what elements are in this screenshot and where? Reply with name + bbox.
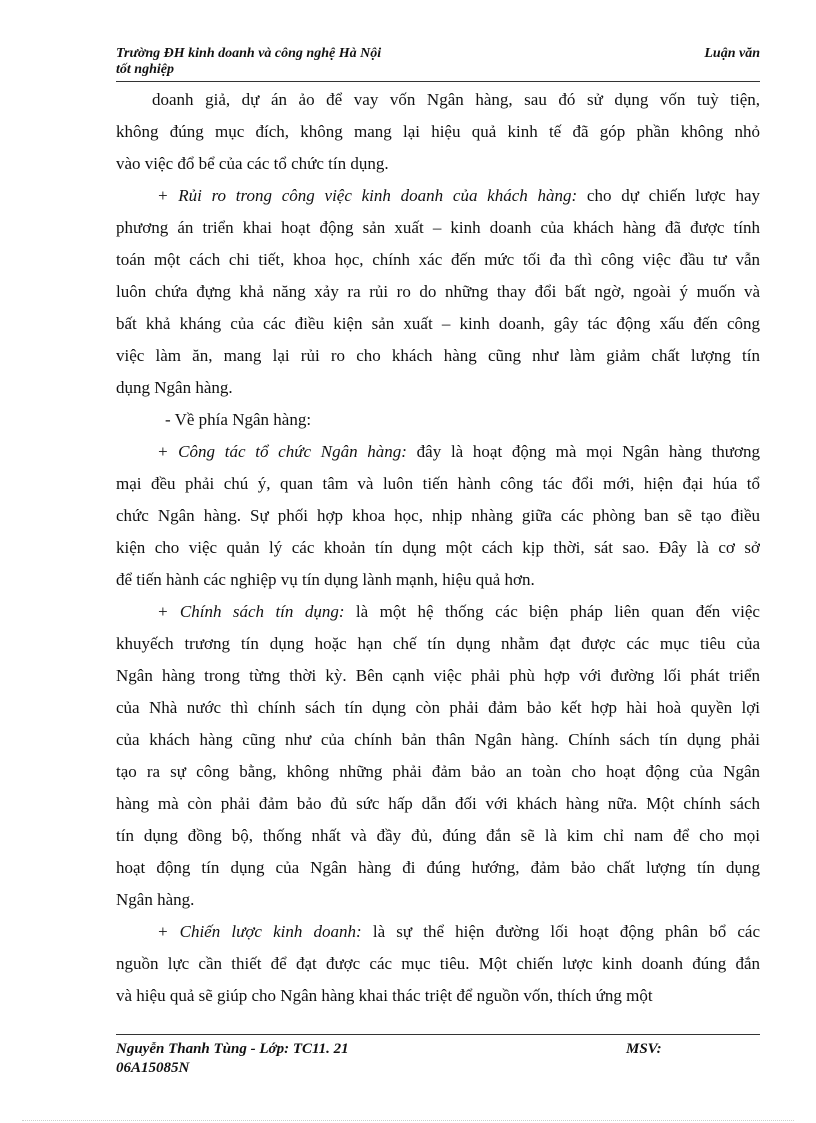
body-line: và hiệu quả sẽ giúp cho Ngân hàng khai thác triệt để nguồn vốn, thích ứng một bbox=[116, 986, 653, 1005]
subheading-business-strategy: + Chiến lược kinh doanh: bbox=[157, 922, 362, 941]
footer-divider bbox=[116, 1034, 760, 1035]
body-line: toán một cách chi tiết, khoa học, chính xác đến mức tối đa thì công việc đầu tư vẫn bbox=[116, 250, 760, 269]
page-footer bbox=[116, 1040, 760, 1078]
footer-author-class: Nguyễn Thanh Tùng - Lớp: TC11. 21 bbox=[116, 1041, 349, 1057]
body-line: doanh giả, dự án ảo để vay vốn Ngân hàng, sau đó sử dụng vốn tuỳ tiện, bbox=[152, 90, 760, 109]
body-line: việc làm ăn, mang lại rủi ro cho khách hàng cũng như làm giảm chất lượng tín bbox=[116, 346, 760, 365]
header-school-name: Trường ĐH kinh doanh và công nghệ Hà Nội bbox=[116, 46, 382, 61]
body-line: hàng mà còn phải đảm bảo đủ sức hấp dẫn đối với khách hàng nữa. Một chính sách bbox=[116, 794, 760, 813]
header-doc-type: Luận văn bbox=[704, 46, 760, 61]
body-line: tín dụng đồng bộ, thống nhất và đầy đủ, đúng đắn sẽ là kim chỉ nam để cho mọi bbox=[116, 826, 760, 845]
body-line: dụng Ngân hàng. bbox=[116, 378, 233, 397]
body-line: luôn chứa đựng khả năng xảy ra rủi ro do những thay đổi bất ngờ, ngoài ý muốn và bbox=[116, 282, 760, 301]
body-line: + Công tác tổ chức Ngân hàng: đây là hoạt động mà mọi Ngân hàng thương bbox=[157, 442, 760, 461]
body-line: của Nhà nước thì chính sách tín dụng còn phải đảm bảo kết hợp hài hoà quyền lợi bbox=[116, 698, 760, 717]
body-line: bất khả kháng của các điều kiện sản xuất – kinh doanh, gây tác động xấu đến công bbox=[116, 314, 760, 333]
body-line: mại đều phải chú ý, quan tâm và luôn tiến hành công tác đổi mới, hiện đại húa tổ bbox=[116, 474, 760, 493]
body-line: chức Ngân hàng. Sự phối hợp khoa học, nhịp nhàng giữa các phòng ban sẽ tạo điều bbox=[116, 506, 760, 525]
section-bank-side: - Về phía Ngân hàng: bbox=[165, 410, 312, 429]
body-line: vào việc đổ bể của các tổ chức tín dụng. bbox=[116, 154, 389, 173]
body-line: + Chiến lược kinh doanh: là sự thể hiện đường lối hoạt động phân bổ các bbox=[157, 922, 760, 941]
footer-student-id-label: MSV: bbox=[626, 1041, 662, 1057]
body-line: hoạt động tín dụng của Ngân hàng đi đúng hướng, đảm bảo chất lượng tín dụng bbox=[116, 858, 760, 877]
subheading-credit-policy: + Chính sách tín dụng: bbox=[157, 602, 345, 621]
header-doc-type-cont: tốt nghiệp bbox=[116, 62, 174, 77]
body-line: tạo ra sự công bằng, không những phải đảm bảo an toàn cho hoạt động của Ngân bbox=[116, 762, 760, 781]
body-line: + Chính sách tín dụng: là một hệ thống các biện pháp liên quan đến việc bbox=[157, 602, 760, 621]
body-line: để tiến hành các nghiệp vụ tín dụng lành mạnh, hiệu quả hơn. bbox=[116, 570, 535, 589]
page-boundary bbox=[22, 1120, 794, 1121]
header-divider bbox=[116, 81, 760, 82]
body-line: kiện cho việc quản lý các khoản tín dụng một cách kịp thời, sát sao. Đây là cơ sở bbox=[116, 538, 760, 557]
page-header bbox=[116, 46, 760, 78]
body-line: Ngân hàng trong từng thời kỳ. Bên cạnh việc phải phù hợp với đường lối phát triển bbox=[116, 666, 760, 685]
body-line: của khách hàng cũng như của chính bản thân Ngân hàng. Chính sách tín dụng phải bbox=[116, 730, 760, 749]
body-line: không đúng mục đích, không mang lại hiệu quả kinh tế đã góp phần không nhỏ bbox=[116, 122, 760, 141]
body-line: nguồn lực cần thiết để đạt được các mục tiêu. Một chiến lược kinh doanh đúng đắn bbox=[116, 954, 760, 973]
body-line: Ngân hàng. bbox=[116, 890, 195, 909]
footer-student-id: 06A15085N bbox=[116, 1060, 190, 1076]
body-line: phương án triển khai hoạt động sản xuất – kinh doanh của khách hàng đã được tính bbox=[116, 218, 760, 237]
subheading-customer-business-risk: + Rủi ro trong công việc kinh doanh của khách hàng: bbox=[157, 186, 578, 205]
subheading-bank-organization: + Công tác tổ chức Ngân hàng: bbox=[157, 442, 407, 461]
body-line: + Rủi ro trong công việc kinh doanh của khách hàng: cho dự chiến lược hay bbox=[157, 186, 760, 205]
body-line: khuyếch trương tín dụng hoặc hạn chế tín dụng nhằm đạt được các mục tiêu của bbox=[116, 634, 760, 653]
